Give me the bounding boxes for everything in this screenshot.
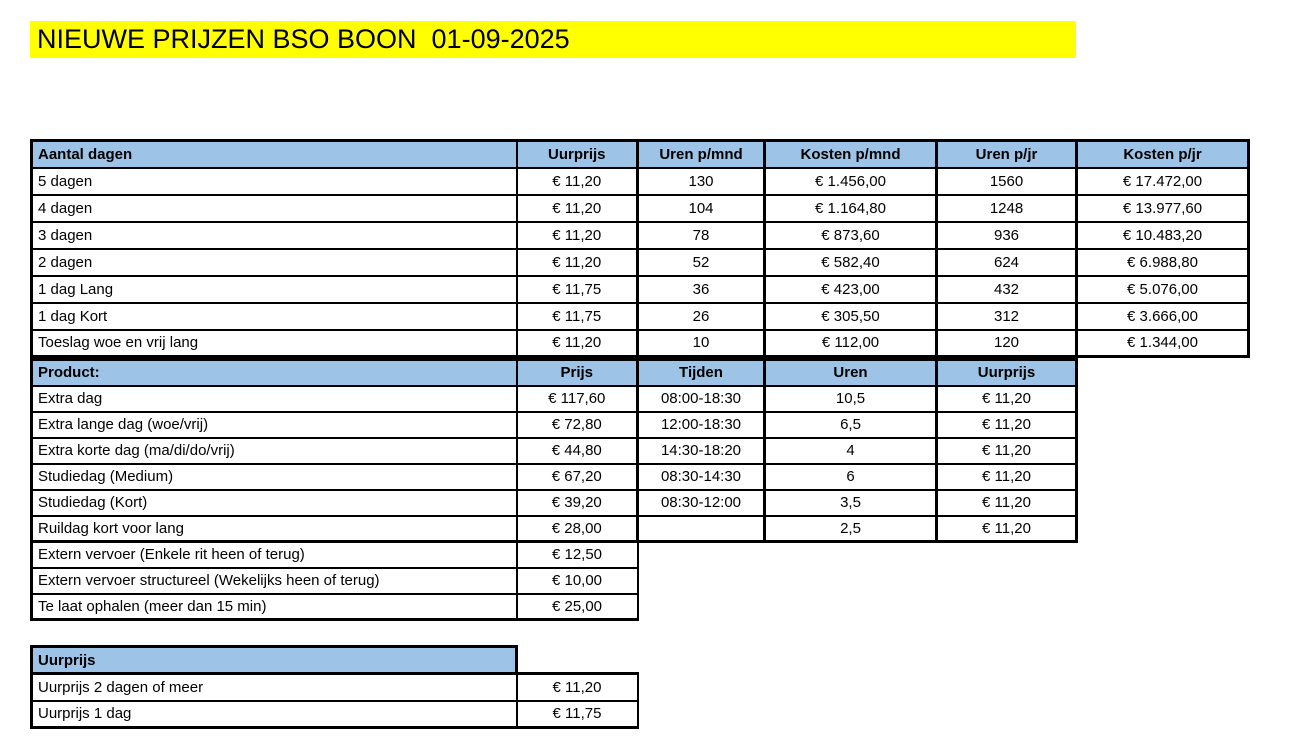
table-row [32,330,1249,357]
table-cell: € 6.988,80 [1077,249,1249,276]
table-cell: € 67,20 [517,464,638,490]
table-cell: 14:30-18:20 [638,438,765,464]
table-cell: 2,5 [765,516,937,542]
table-cell: € 11,20 [517,168,638,195]
table-row [32,464,1077,490]
column-header: Aantal dagen [32,141,517,168]
table-cell: € 305,50 [765,303,937,330]
table-cell: 432 [937,276,1077,303]
table-cell: € 17.472,00 [1077,168,1249,195]
row-label-cell: 1 dag Lang [32,276,517,303]
table-cell: € 117,60 [517,386,638,412]
row-label-cell: Studiedag (Kort) [32,490,517,516]
table-header-row [32,360,1077,386]
table-cell: € 11,20 [937,516,1077,542]
table-cell: € 11,20 [937,490,1077,516]
table-cell: 104 [638,195,765,222]
row-label-cell: Toeslag woe en vrij lang [32,330,517,357]
table-cell: 08:30-14:30 [638,464,765,490]
table-cell: 6 [765,464,937,490]
table-cell: € 11,20 [937,412,1077,438]
row-label-cell: Uurprijs 1 dag [32,701,517,728]
table-row [32,594,1077,620]
table-cell: € 1.164,80 [765,195,937,222]
table-cell: 78 [638,222,765,249]
document-title: NIEUWE PRIJZEN BSO BOON 01-09-2025 [30,21,1076,58]
table-cell: 312 [937,303,1077,330]
table-cell: 26 [638,303,765,330]
table-row [32,412,1077,438]
table-cell: 12:00-18:30 [638,412,765,438]
row-label-cell: 3 dagen [32,222,517,249]
table-cell: 08:00-18:30 [638,386,765,412]
table-cell: 936 [937,222,1077,249]
table-row [32,516,1077,542]
row-label-cell: 1 dag Kort [32,303,517,330]
table-cell: € 11,20 [517,195,638,222]
row-label-cell: 4 dagen [32,195,517,222]
table-cell: 4 [765,438,937,464]
table-row [32,249,1249,276]
table-cell: € 10,00 [517,568,638,594]
row-label-cell: Uurprijs 2 dagen of meer [32,674,517,701]
table-cell: 08:30-12:00 [638,490,765,516]
table-row [32,386,1077,412]
table-cell: € 28,00 [517,516,638,542]
pricing-table [30,139,1250,358]
table-cell: € 39,20 [517,490,638,516]
hourly-rate-table [30,645,639,729]
table-header-row [32,647,638,674]
table-cell: € 11,75 [517,701,638,728]
column-header: Kosten p/jr [1077,141,1249,168]
table-cell: € 11,20 [937,464,1077,490]
table-row [32,542,1077,568]
column-header: Tijden [638,360,765,386]
table-row [32,490,1077,516]
column-header: Uren p/mnd [638,141,765,168]
row-label-cell: Extra dag [32,386,517,412]
table-cell: 1560 [937,168,1077,195]
table-row [32,168,1249,195]
table-row [32,438,1077,464]
table-row [32,195,1249,222]
row-label-cell: Extern vervoer structureel (Wekelijks heen of terug) [32,568,517,594]
table-cell: € 873,60 [765,222,937,249]
row-label-cell: Ruildag kort voor lang [32,516,517,542]
column-header: Kosten p/mnd [765,141,937,168]
table-cell: 36 [638,276,765,303]
row-label-cell: 2 dagen [32,249,517,276]
row-label-cell: Te laat ophalen (meer dan 15 min) [32,594,517,620]
table-cell: € 112,00 [765,330,937,357]
table-cell: € 25,00 [517,594,638,620]
row-label-cell: Extra lange dag (woe/vrij) [32,412,517,438]
product-table [30,358,1078,621]
table-cell: 10 [638,330,765,357]
table-cell: € 13.977,60 [1077,195,1249,222]
table-row [32,276,1249,303]
table-cell: € 72,80 [517,412,638,438]
table-cell: 120 [937,330,1077,357]
table-cell: € 11,75 [517,276,638,303]
table-cell: € 1.344,00 [1077,330,1249,357]
table-cell: € 582,40 [765,249,937,276]
row-label-cell: Extra korte dag (ma/di/do/vrij) [32,438,517,464]
column-header: Uurprijs [32,647,517,674]
row-label-cell: Studiedag (Medium) [32,464,517,490]
table-cell: € 3.666,00 [1077,303,1249,330]
table-cell: € 12,50 [517,542,638,568]
table-cell: € 11,75 [517,303,638,330]
table-row [32,568,1077,594]
row-label-cell: 5 dagen [32,168,517,195]
column-header: Uurprijs [517,141,638,168]
table-cell: € 1.456,00 [765,168,937,195]
table-row [32,303,1249,330]
table-cell: 6,5 [765,412,937,438]
table-cell: € 44,80 [517,438,638,464]
table-cell: € 5.076,00 [1077,276,1249,303]
table-row [32,674,638,701]
table-cell: 130 [638,168,765,195]
column-header: Uurprijs [937,360,1077,386]
table-cell [638,516,765,542]
table-row [32,222,1249,249]
column-header: Product: [32,360,517,386]
column-header: Uren [765,360,937,386]
table-cell: € 11,20 [517,222,638,249]
table-cell: € 10.483,20 [1077,222,1249,249]
table-cell: 10,5 [765,386,937,412]
column-header: Prijs [517,360,638,386]
table-cell: 3,5 [765,490,937,516]
table-cell: € 11,20 [937,438,1077,464]
row-label-cell: Extern vervoer (Enkele rit heen of terug) [32,542,517,568]
table-cell: € 11,20 [517,330,638,357]
table-cell: € 423,00 [765,276,937,303]
table-cell: 624 [937,249,1077,276]
table-cell: € 11,20 [517,674,638,701]
table-cell: € 11,20 [517,249,638,276]
table-cell: 52 [638,249,765,276]
table-cell: € 11,20 [937,386,1077,412]
table-row [32,701,638,728]
table-header-row [32,141,1249,168]
column-header: Uren p/jr [937,141,1077,168]
table-cell: 1248 [937,195,1077,222]
